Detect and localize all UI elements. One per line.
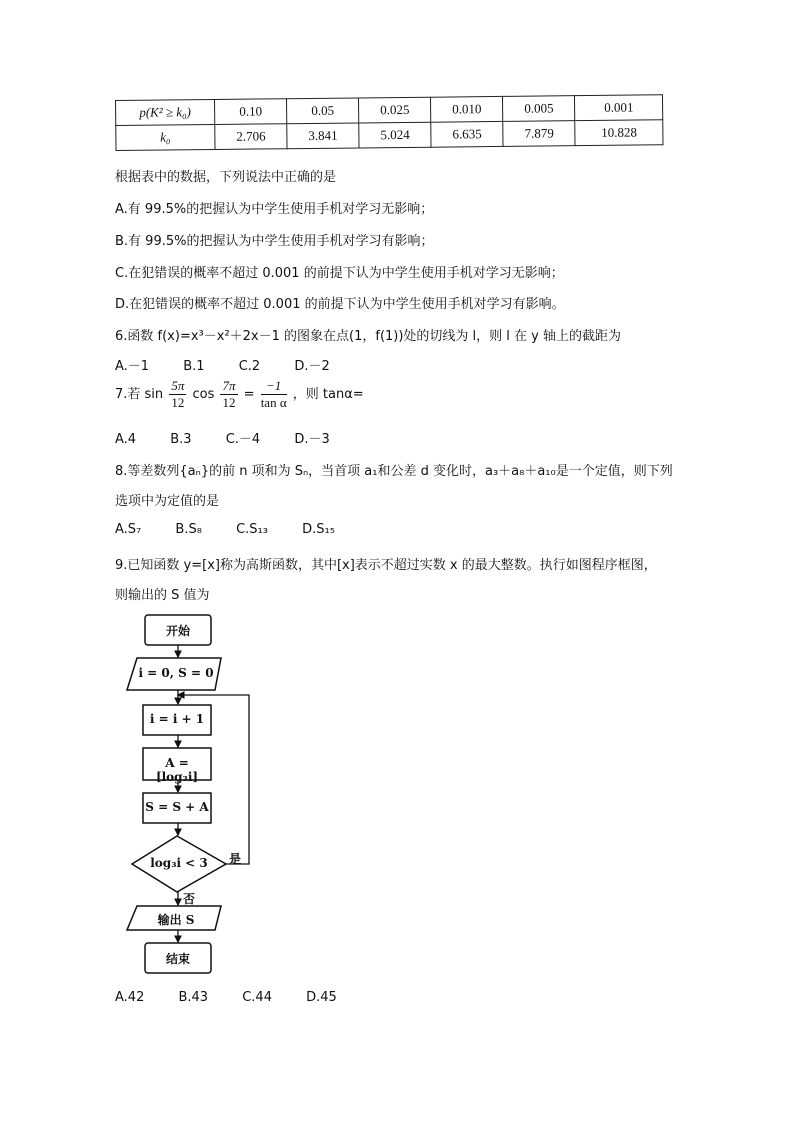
option: B.43 [178, 990, 209, 1005]
option: B.3 [170, 432, 192, 447]
q5-option-c: C.在犯错误的概率不超过 0.001 的前提下认为中学生使用手机对学习无影响； [115, 266, 564, 281]
option: D.－3 [294, 432, 330, 447]
numerator: −1 [261, 378, 287, 395]
flow-step-increment: i = i + 1 [149, 712, 205, 726]
option: C.S₁₃ [236, 522, 268, 537]
q7-suffix: ，则 tanα= [292, 387, 364, 402]
option: C.－4 [225, 432, 261, 447]
flow-init: i = 0, S = 0 [138, 666, 214, 680]
flowchart [115, 610, 275, 980]
denominator: 12 [222, 395, 236, 410]
denominator: 12 [171, 395, 185, 410]
flow-yes-label: 是 [228, 852, 241, 866]
q9-stem-line1: 9.已知函数 y=[x]称为高斯函数，其中[x]表示不超过实数 x 的最大整数。执行如图程序框图， [115, 558, 657, 573]
option: A.S₇ [115, 522, 142, 537]
flow-condition: log₃i < 3 [150, 856, 208, 870]
table-cell: 0.001 [575, 95, 663, 121]
q8-options [115, 522, 365, 537]
table-cell: 0.005 [503, 96, 575, 122]
option: A.－1 [115, 359, 150, 374]
table-cell: 2.706 [215, 124, 287, 150]
option: A.4 [115, 432, 137, 447]
flow-output: 输出 S [157, 913, 195, 927]
q6-options [115, 355, 360, 374]
flow-end: 结束 [165, 952, 190, 966]
option: B.1 [183, 359, 205, 374]
numerator: 7π [222, 378, 236, 393]
table-row [116, 120, 663, 151]
table-cell: 5.024 [359, 122, 431, 148]
table-cell: 10.828 [575, 120, 663, 146]
table-header-cell: p(K² ≥ k₀) [116, 99, 215, 125]
fraction [169, 378, 186, 411]
q7-prefix: 7.若 sin [115, 387, 164, 402]
table-cell: 3.841 [287, 123, 359, 149]
flow-step-log: A = [log₃i] [155, 756, 199, 784]
q8-stem-line2: 选项中为定值的是 [115, 494, 220, 509]
table-header-cell: k₀ [116, 124, 215, 150]
q9-options [115, 990, 367, 1005]
q5-option-d: D.在犯错误的概率不超过 0.001 的前提下认为中学生使用手机对学习有影响。 [115, 297, 565, 312]
denominator: tan α [260, 395, 287, 410]
table-cell: 0.10 [214, 99, 286, 125]
option: D.S₁₅ [302, 522, 335, 537]
q6-stem: 6.函数 f(x)=x³－x²＋2x－1 的图象在点(1，f(1))处的切线为 l，则 l 在 y 轴上的截距为 [115, 329, 622, 344]
q9-stem-line2: 则输出的 S 值为 [115, 588, 210, 603]
q7-cos: cos [192, 387, 215, 402]
option: D.－2 [294, 359, 330, 374]
q5-stem: 根据表中的数据，下列说法中正确的是 [115, 170, 337, 185]
q5-option-a: A.有 99.5%的把握认为中学生使用手机对学习无影响； [115, 202, 434, 217]
option: A.42 [115, 990, 145, 1005]
option: D.45 [306, 990, 337, 1005]
table-cell: 0.05 [287, 98, 359, 124]
critical-value-table [115, 94, 664, 151]
table-cell: 6.635 [431, 121, 503, 147]
option: B.S₈ [175, 522, 202, 537]
fraction [220, 378, 237, 411]
q7-stem [115, 378, 364, 411]
option: C.2 [238, 359, 261, 374]
table-cell: 7.879 [503, 121, 575, 147]
q7-equals: = [243, 387, 255, 402]
flow-step-sum: S = S + A [145, 800, 209, 814]
numerator: 5π [171, 378, 185, 393]
table-cell: 0.025 [359, 97, 431, 123]
q8-stem-line1: 8.等差数列{aₙ}的前 n 项和为 Sₙ，当首项 a₁和公差 d 变化时，a₃＋a₈＋a₁₀是一个定值，则下列 [115, 464, 673, 479]
flow-start: 开始 [165, 624, 190, 638]
flow-no-label: 否 [182, 892, 195, 906]
q5-option-b: B.有 99.5%的把握认为中学生使用手机对学习有影响； [115, 234, 434, 249]
fraction [261, 378, 287, 411]
q7-options [115, 428, 360, 447]
option: C.44 [242, 990, 272, 1005]
table-cell: 0.010 [431, 96, 503, 122]
